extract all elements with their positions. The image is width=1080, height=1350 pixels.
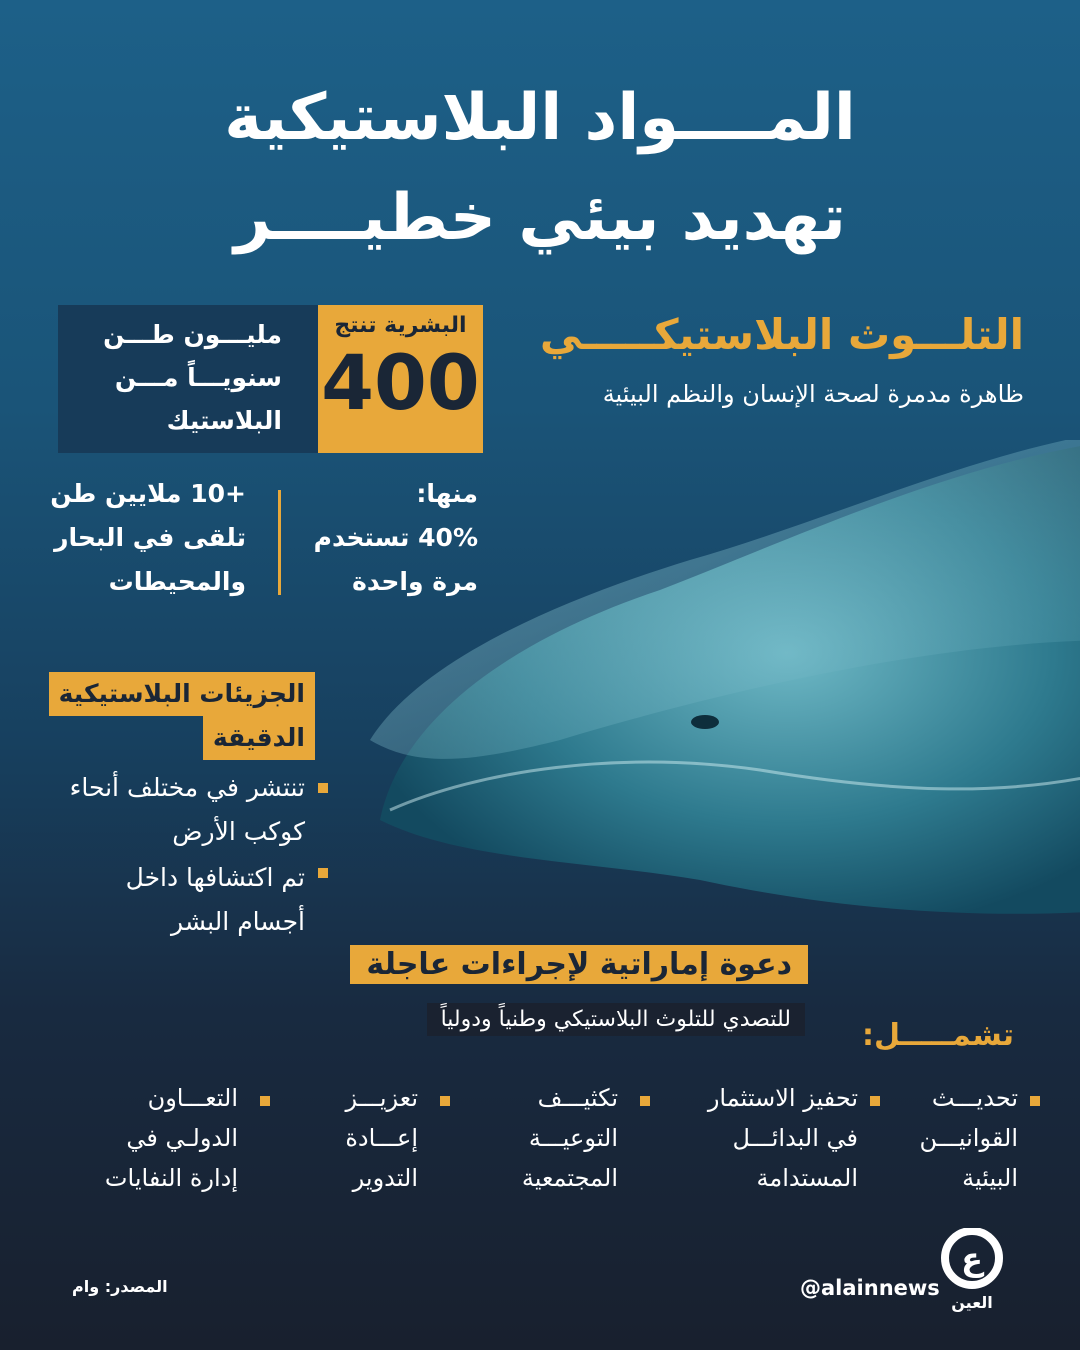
unit-line: سنويـــاً مـــن <box>114 363 282 392</box>
divider <box>278 490 281 595</box>
micro-bullet <box>70 766 305 854</box>
stat-line: منها: <box>416 479 478 508</box>
action-item: تكثيـــف التوعيـــة المجتمعية <box>522 1078 650 1198</box>
production-number: 400 <box>321 338 480 427</box>
production-label: البشرية تنتج <box>334 313 467 338</box>
svg-text:ع: ع <box>961 1240 983 1278</box>
title-line-1: المــــواد البلاستيكية <box>224 81 856 155</box>
action-item: تحديـــث القوانيـــن البيئية <box>920 1078 1040 1198</box>
title-line-2: تهديد بيئي خطيــــر <box>234 181 846 255</box>
bullet-text: تم اكتشافها داخل <box>125 863 305 892</box>
alain-logo-icon <box>938 1228 1008 1314</box>
bullet-icon <box>640 1096 650 1106</box>
actions-list <box>60 1078 1040 1208</box>
bullet-icon <box>870 1096 880 1106</box>
unit-line: مليـــون طـــن <box>103 320 282 349</box>
pollution-subtitle: ظاهرة مدمرة لصحة الإنسان والنظم البيئية <box>602 380 1024 408</box>
stat-oceans <box>50 472 246 604</box>
bullet-text: تنتشر في مختلف أنحاء <box>69 773 305 802</box>
bullet-icon <box>318 783 328 793</box>
production-number-box <box>318 305 483 453</box>
micro-heading-1: الجزيئات البلاستيكية <box>49 672 315 716</box>
includes-label: تشمـــــل: <box>862 1018 1014 1053</box>
stat-line: 40% تستخدم <box>313 523 478 552</box>
stat-line: والمحيطات <box>108 567 246 596</box>
source-text: المصدر: وام <box>72 1277 168 1296</box>
production-unit-box <box>58 305 318 453</box>
bullet-text: أجسام البشر <box>171 907 305 936</box>
action-item: تعزيـــز إعـــادة التدوير <box>345 1078 450 1198</box>
bullet-icon <box>1030 1096 1040 1106</box>
svg-text:العين: العين <box>951 1293 993 1312</box>
social-handle: @alainnews <box>800 1276 940 1300</box>
call-subtitle: للتصدي للتلوث البلاستيكي وطنياً ودولياً <box>427 1003 805 1036</box>
bullet-icon <box>318 868 328 878</box>
micro-heading-2: الدقيقة <box>203 716 315 760</box>
micro-bullet <box>126 856 305 944</box>
stat-line: مرة واحدة <box>352 567 478 596</box>
unit-line: البلاستيك <box>166 406 282 435</box>
bullet-icon <box>260 1096 270 1106</box>
stat-line: تلقى في البحار <box>54 523 246 552</box>
stat-line: +10 ملايين طن <box>50 479 246 508</box>
action-item: التعـــاون الدولـي في إدارة النفايات <box>105 1078 270 1198</box>
action-item: تحفيز الاستثمار في البدائـــل المستدامة <box>708 1078 880 1198</box>
bullet-text: كوكب الأرض <box>172 817 305 846</box>
bullet-icon <box>440 1096 450 1106</box>
stat-single-use <box>314 472 478 604</box>
pollution-heading: التلـــوث البلاستيكـــــي <box>539 310 1024 359</box>
call-heading: دعوة إماراتية لإجراءات عاجلة <box>350 945 808 984</box>
